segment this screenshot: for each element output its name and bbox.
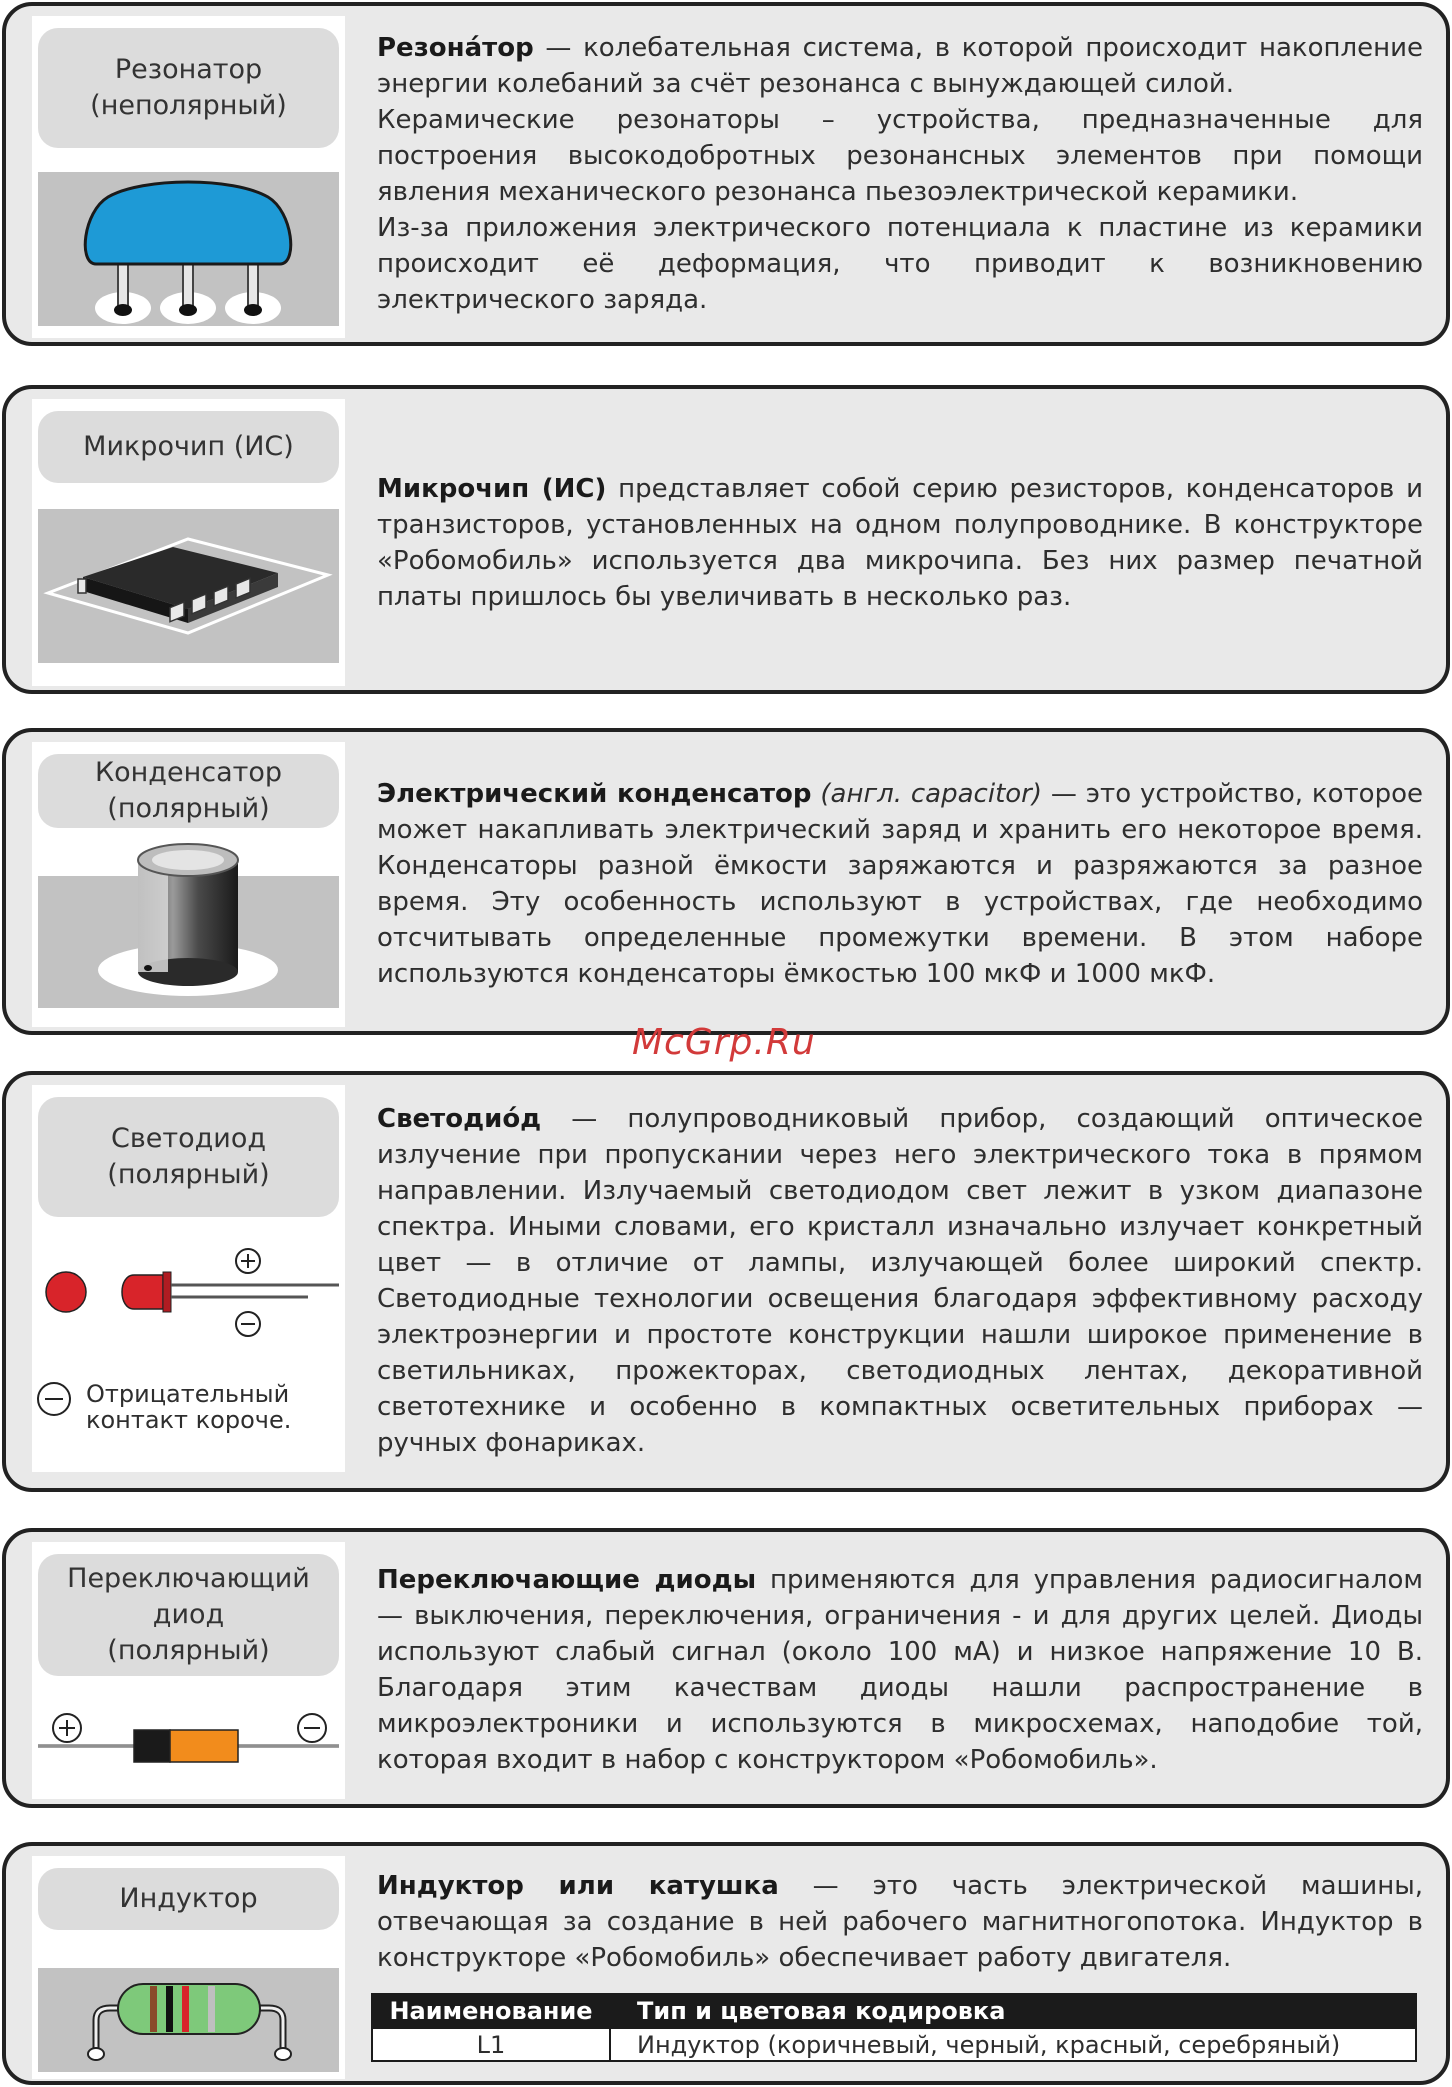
led-note xyxy=(36,1381,291,1433)
capacitor-paragraph: Электрический конденсатор (англ. capacitor) — это устройство, которое может накапливать электрический заряд и хранить его некоторое время. Конденсаторы разной ёмкости заряжаются и разряжаются за разное время. Эту особенность используют в устройствах, где необходимо отсчитывать определенные промежутки времени. В этом наборе используются конденсаторы ёмкостью 100 мкФ и 1000 мкФ. xyxy=(377,779,1423,989)
inductor-label: Индуктор xyxy=(38,1868,339,1930)
inductor-illustration xyxy=(38,1968,339,2072)
led-label: Светодиод (полярный) xyxy=(38,1097,339,1217)
plus-icon xyxy=(236,1249,260,1273)
led-note-text: Отрицательный контакт короче. xyxy=(86,1380,292,1434)
diode-figure xyxy=(32,1542,345,1799)
resonator-label: Резонатор (неполярный) xyxy=(38,28,339,148)
resonator-paragraph-1: Резона́тор — колебательная система, в которой происходит накопление энергии колебаний за счёт резонанса с вынуждающей силой. xyxy=(377,33,1423,99)
watermark: McGrp.Ru xyxy=(632,1022,816,1063)
resonator-description xyxy=(377,30,1423,318)
table-header-type: Тип и цветовая кодировка xyxy=(610,1994,1416,2028)
minus-icon xyxy=(298,1714,326,1742)
resonator-paragraph-3: Из-за приложения электрического потенциала к пластине из керамики происходит её деформация, что приводит к возникновению электрического заряда. xyxy=(377,213,1423,315)
inductor-figure xyxy=(32,1856,345,2079)
diode-illustration xyxy=(38,1710,339,1780)
led-illustration xyxy=(38,1245,339,1349)
resonator-paragraph-2: Керамические резонаторы – устройства, предназначенные для построения высокодобротных резонансных элементов при помощи явления механического резонанса пьезоэлектрической керамики. xyxy=(377,105,1423,207)
capacitor-card xyxy=(2,728,1450,1035)
led-term: Светодио́д xyxy=(377,1104,542,1134)
led-description xyxy=(377,1101,1423,1461)
capacitor-term: Электрический конденсатор xyxy=(377,779,812,809)
capacitor-illustration xyxy=(38,840,339,1008)
capacitor-figure xyxy=(32,742,345,1027)
plus-icon xyxy=(53,1714,81,1742)
diode-paragraph: Переключающие диоды применяются для управления радиосигналом — выключения, переключения, ограничения - и для других целей. Диоды используют слабый сигнал (около 100 мА) и низкое напряжение 10 В. Благодаря этим качествам диоды нашли распространение в микроэлектроники и используются в микросхемах, наподобие той, которая входит в набор с конструктором «Робомобиль». xyxy=(377,1565,1423,1775)
microchip-paragraph: Микрочип (ИС) представляет собой серию резисторов, конденсаторов и транзисторов, установленных на одном полупроводнике. В конструкторе «Робомобиль» используется два микрочипа. Без них размер печатной платы пришлось бы увеличивать в несколько раз. xyxy=(377,474,1424,612)
microchip-card xyxy=(2,385,1450,694)
resonator-figure xyxy=(32,16,345,338)
table-row xyxy=(372,2028,1416,2061)
inductor-paragraph: Индуктор или катушка — это часть электрической машины, отвечающая за создание в ней рабочего магнитногопотока. Индуктор в конструкторе «Робомобиль» обеспечивает работу двигателя. xyxy=(377,1871,1423,1973)
capacitor-label: Конденсатор (полярный) xyxy=(38,754,339,828)
microchip-term: Микрочип (ИС) xyxy=(377,474,607,504)
table-cell-name: L1 xyxy=(372,2028,610,2061)
table-header-row xyxy=(372,1994,1416,2028)
diode-label: Переключающий диод (полярный) xyxy=(38,1554,339,1676)
diode-card xyxy=(2,1528,1450,1808)
capacitor-description xyxy=(377,776,1423,992)
inductor-term: Индуктор или катушка xyxy=(377,1871,779,1901)
resonator-term: Резона́тор xyxy=(377,33,534,63)
diode-term: Переключающие диоды xyxy=(377,1565,757,1595)
table-cell-type: Индуктор (коричневый, черный, красный, серебряный) xyxy=(610,2028,1416,2061)
capacitor-english: (англ. capacitor) xyxy=(811,779,1043,809)
microchip-description xyxy=(377,471,1423,615)
minus-icon xyxy=(36,1381,76,1421)
table-header-name: Наименование xyxy=(372,1994,610,2028)
resonator-illustration xyxy=(38,172,339,326)
led-card xyxy=(2,1071,1450,1492)
inductor-table xyxy=(371,1993,1417,2062)
led-paragraph: Светодио́д — полупроводниковый прибор, создающий оптическое излучение при пропускании через него электрического тока в прямом направлении. Излучаемый светодиодом свет лежит в узком диапазоне спектра. Иными словами, его кристалл изначально излучает конкретный цвет — в отличие от лампы, излучающей более широкий спектр. Светодиодные технологии освещения благодаря эффективному расходу электроэнергии и простоте конструкции нашли широкое применение в светильниках, прожекторах, светодиодных лентах, декоративной светотехнике и особенно в компактных осветительных приборах — ручных фонариках. xyxy=(377,1104,1423,1458)
inductor-description xyxy=(377,1868,1423,1976)
diode-description xyxy=(377,1562,1423,1778)
microchip-illustration xyxy=(38,509,339,663)
microchip-label: Микрочип (ИС) xyxy=(38,411,339,483)
minus-icon xyxy=(236,1312,260,1336)
microchip-figure xyxy=(32,399,345,686)
resonator-card xyxy=(2,2,1450,346)
